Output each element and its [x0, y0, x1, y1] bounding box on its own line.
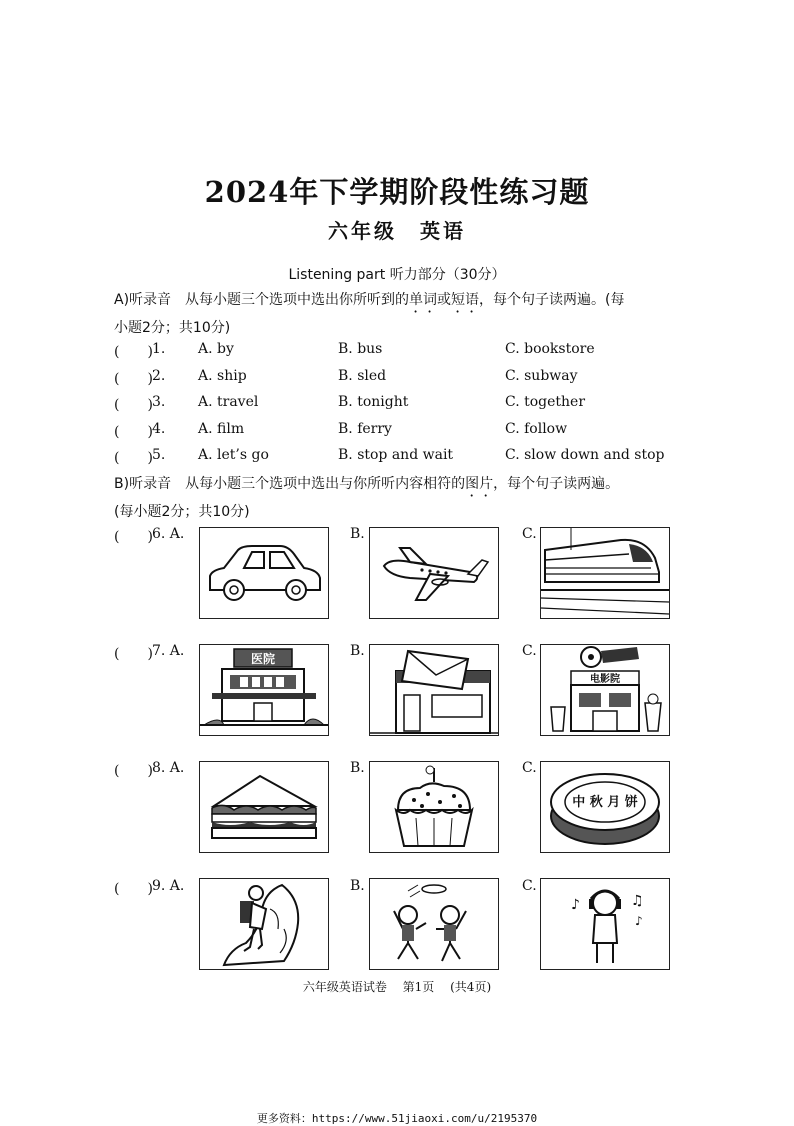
- mooncake-icon: [541, 762, 669, 852]
- option-a: A. film: [198, 420, 245, 437]
- climbing-icon: [200, 879, 328, 969]
- option-c: C. bookstore: [505, 341, 595, 357]
- option-b: B. ferry: [338, 420, 392, 437]
- q8-number: 8. A.: [152, 760, 185, 776]
- option-c: C. subway: [505, 367, 578, 384]
- q6-option-c-label: C.: [522, 526, 537, 542]
- option-b: B. sled: [338, 367, 387, 384]
- answer-paren[interactable]: ( ): [114, 450, 153, 466]
- section-a-instruction-line2: 小题2分；共10分): [114, 320, 231, 336]
- option-b: B. tonight: [338, 394, 409, 410]
- q7-number: 7. A.: [152, 643, 185, 659]
- source-footer: 更多资料：https://www.51jiaoxi.com/u/2195370: [256, 1112, 538, 1125]
- q8-answer-paren[interactable]: ( ): [114, 763, 153, 779]
- q8-option-b-label: B.: [350, 760, 365, 776]
- answer-paren[interactable]: ( ): [114, 370, 153, 387]
- sandwich-icon: [200, 762, 328, 852]
- question-number: 4.: [152, 420, 166, 437]
- question-number: 2.: [152, 367, 166, 384]
- option-c: C. follow: [505, 420, 568, 437]
- q7-option-a-hospital[interactable]: [199, 644, 329, 736]
- q7-option-b-label: B.: [350, 643, 365, 659]
- question-number: 5.: [152, 447, 166, 463]
- q6-option-c-train[interactable]: [540, 527, 670, 619]
- q8-option-a-sandwich[interactable]: [199, 761, 329, 853]
- option-a: A. travel: [198, 394, 259, 410]
- q6-option-b-label: B.: [350, 526, 365, 542]
- section-b-instruction-line2: (每小题2分；共10分): [114, 504, 250, 520]
- section-a-instruction-line1: A)听录音 从每小题三个选项中选出你所听到的单词或短语，每个句子读两遍。(每: [114, 292, 625, 308]
- q7-option-b-post-office[interactable]: [369, 644, 499, 736]
- q9-option-b-frisbee[interactable]: [369, 878, 499, 970]
- q9-option-a-climbing[interactable]: [199, 878, 329, 970]
- question-row: [114, 421, 714, 443]
- svg-text:♪: ♪: [571, 897, 580, 913]
- car-icon: [200, 528, 328, 618]
- q9-number: 9. A.: [152, 878, 185, 894]
- question-number: 1.: [152, 341, 166, 357]
- listening-part-title: Listening part 听力部分（30分）: [288, 267, 506, 283]
- option-a: A. ship: [198, 367, 247, 384]
- section-a-instructions: [114, 288, 704, 340]
- cinema-icon: [541, 645, 669, 735]
- q9-option-c-music[interactable]: [540, 878, 670, 970]
- q9-option-c-label: C.: [522, 878, 537, 894]
- q6-number: 6. A.: [152, 526, 185, 542]
- option-c: C. together: [505, 394, 586, 410]
- q7-answer-paren[interactable]: ( ): [114, 646, 153, 662]
- question-row: [114, 368, 714, 390]
- q7-option-c-label: C.: [522, 643, 537, 659]
- airplane-icon: [370, 528, 498, 618]
- q9-answer-paren[interactable]: ( ): [114, 881, 153, 897]
- answer-paren[interactable]: ( ): [114, 423, 153, 440]
- q6-option-a-car[interactable]: [199, 527, 329, 619]
- q8-option-c-label: C.: [522, 760, 537, 776]
- post-office-icon: [370, 645, 498, 735]
- q7-option-c-cinema[interactable]: [540, 644, 670, 736]
- q6-option-b-airplane[interactable]: [369, 527, 499, 619]
- svg-text:♫: ♫: [631, 893, 644, 909]
- cupcake-icon: [370, 762, 498, 852]
- page-footer: 六年级英语试卷 第1页 (共4页): [302, 980, 492, 994]
- mooncake-text: 中 秋 月 饼: [572, 795, 638, 810]
- hospital-sign: 医院: [250, 652, 276, 666]
- question-row: [114, 394, 714, 416]
- hospital-icon: [200, 645, 328, 735]
- cinema-sign: 电影院: [590, 674, 620, 685]
- q9-option-b-label: B.: [350, 878, 365, 894]
- q8-option-b-cupcake[interactable]: [369, 761, 499, 853]
- question-number: 3.: [152, 394, 166, 410]
- svg-text:♪: ♪: [635, 914, 643, 928]
- page-title: 2024年下学期阶段性练习题: [204, 175, 590, 209]
- section-b-instructions: [114, 472, 704, 524]
- page-subtitle: 六年级 英语: [328, 219, 466, 243]
- section-b-instruction-line1: B)听录音 从每小题三个选项中选出与你所听内容相符的图片，每个句子读两遍。: [114, 476, 620, 492]
- question-row: [114, 341, 714, 363]
- q6-answer-paren[interactable]: ( ): [114, 529, 153, 545]
- option-c: C. slow down and stop: [505, 447, 665, 463]
- q8-option-c-mooncake[interactable]: [540, 761, 670, 853]
- option-a: A. let’s go: [198, 447, 269, 463]
- train-icon: [541, 528, 669, 618]
- option-a: A. by: [198, 341, 234, 357]
- answer-paren[interactable]: ( ): [114, 397, 153, 413]
- frisbee-icon: [370, 879, 498, 969]
- music-icon: [541, 879, 669, 969]
- question-row: [114, 447, 714, 469]
- option-b: B. stop and wait: [338, 447, 454, 463]
- answer-paren[interactable]: ( ): [114, 344, 153, 360]
- option-b: B. bus: [338, 341, 383, 357]
